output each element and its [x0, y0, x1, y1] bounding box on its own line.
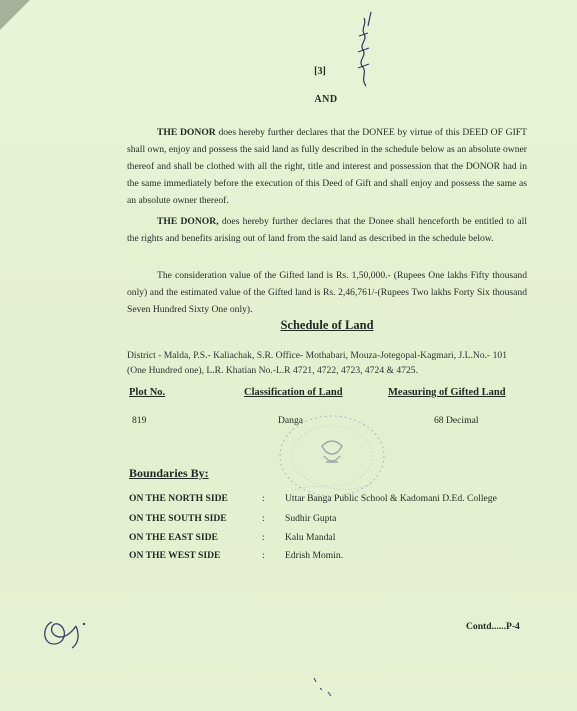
- boundary-value-east: Kalu Mandal: [285, 532, 336, 543]
- boundary-colon: :: [262, 532, 265, 543]
- boundary-side-east: ON THE EAST SIDE: [129, 532, 218, 543]
- paragraph-text: does hereby further declares that the Donee shall henceforth be entitled to all the rights and benefits arising out of land from the said land as described in the schedule below.: [127, 216, 527, 244]
- boundary-colon: :: [262, 513, 265, 524]
- page-number: [3]: [314, 66, 326, 77]
- boundary-colon: :: [262, 550, 265, 561]
- paragraph-donee-benefits: [127, 213, 527, 247]
- boundary-side-south: ON THE SOUTH SIDE: [129, 513, 227, 524]
- boundary-value-west: Edrish Momin.: [285, 550, 344, 561]
- measure-value: 68 Decimal: [434, 415, 479, 426]
- continued-marker: Contd......P-4: [466, 621, 520, 632]
- column-header-measure: Measuring of Gifted Land: [388, 387, 506, 398]
- schedule-title: Schedule of Land: [280, 318, 374, 332]
- paragraph-text: does hereby further declares that the DONEE by virtue of this DEED OF GIFT shall own, enjoy and possess the said land as fully described in the schedule below as an absolute owner thereof and shall be clothed with all the right, title and interest and possession that the DONOR had in the same immediately before the execution of this Deed of Gift and shall enjoy and possess the same as an absolute owner thereof.: [127, 127, 527, 206]
- column-header-plot: Plot No.: [129, 387, 166, 398]
- boundary-colon: :: [262, 493, 265, 504]
- paragraph-donee-rights: [127, 124, 527, 209]
- boundary-value-north: Uttar Banga Public School & Kadomani D.Ed. College: [285, 493, 497, 504]
- boundary-value-south: Sudhir Gupta: [285, 513, 337, 524]
- boundaries-title: Boundaries By:: [129, 466, 209, 480]
- folded-corner: [0, 0, 30, 30]
- boundary-side-west: ON THE WEST SIDE: [129, 550, 221, 561]
- column-header-classification: Classification of Land: [244, 387, 343, 398]
- signature-top-icon: [352, 8, 374, 88]
- district-line: District - Malda, P.S.- Kaliachak, S.R. Office- Mothabari, Mouza-Jotegopal-Kagmari, J.L.No.- 101 (One Hundred one), L.R. Khatian No.-L.R 4721, 4722, 4723, 4724 & 4725.: [127, 350, 508, 376]
- paragraph-consideration-value: [127, 267, 527, 318]
- plot-number-value: 819: [132, 415, 147, 426]
- paragraph-lead: THE DONOR,: [157, 216, 219, 227]
- initials-signature-icon: [38, 610, 90, 652]
- classification-value: Danga: [278, 415, 304, 426]
- paragraph-text: The consideration value of the Gifted land is Rs. 1,50,000.- (Rupees One lakhs Fifty thousand only) and the estimated value of the Gifted land is Rs. 2,46,761/-(Rupees Two lakhs Forty Six thousand Seven Hundred Sixty One only).: [127, 270, 527, 315]
- boundary-side-north: ON THE NORTH SIDE: [129, 493, 228, 504]
- and-heading: AND: [314, 94, 338, 105]
- paragraph-lead: THE DONOR: [157, 127, 216, 138]
- ink-marks-icon: [306, 672, 346, 702]
